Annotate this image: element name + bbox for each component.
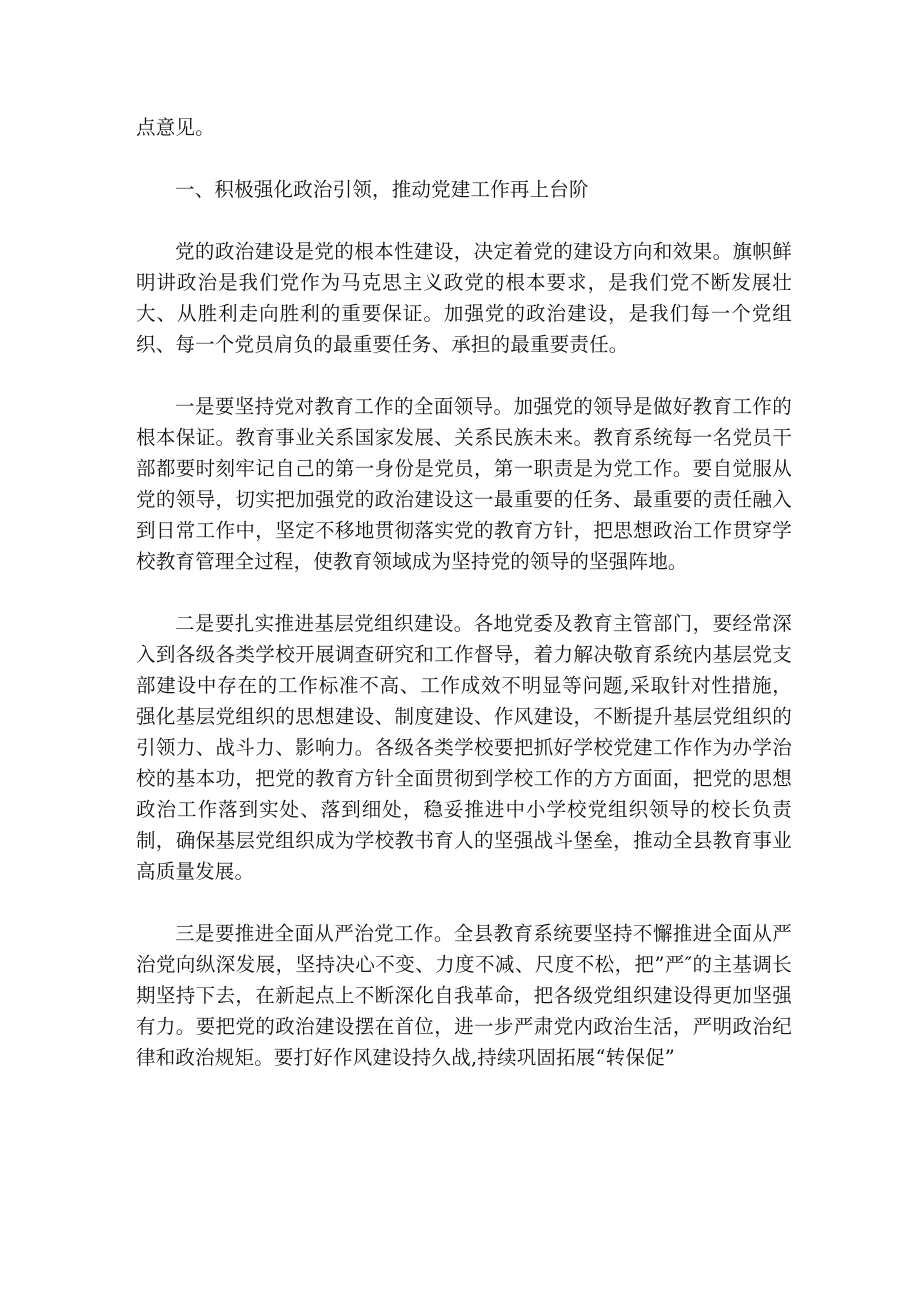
paragraph-point-one: 一是要坚持党对教育工作的全面领导。加强党的领导是做好教育工作的根本保证。教育事业关系国家发展、关系民族未来。教育系统每一名党员干部都要时刻牢记自己的第一身份是党员，第一职责是为党工作。要自觉服从党的领导，切实把加强党的政治建设这一最重要的任务、最重要的责任融入到日常工作中，坚定不移地贯彻落实党的教育方针，把思想政治工作贯穿学校教育管理全过程，使教育领域成为坚持党的领导的坚强阵地。 xyxy=(136,395,792,573)
paragraph-point-two: 二是要扎实推进基层党组织建设。各地党委及教育主管部门，要经常深入到各级各类学校开展调查研究和工作督导，着力解决敬育系统内基层党支部建设中存在的工作标准不高、工作成效不明显等问题,采取针对性措施，强化基层党组织的思想建设、制度建设、作风建设，不断提升基层党组织的引领力、战斗力、影响力。各级各类学校要把抓好学校党建工作作为办学治校的基本功，把党的教育方针全面贯彻到学校工作的方方面面，把党的思想政治工作落到实处、落到细处，稳妥推进中小学校党组织领导的校长负责制，确保基层党组织成为学校教书育人的坚强战斗堡垒，推动全县教育事业高质量发展。 xyxy=(136,612,792,883)
paragraph-point-three: 三是要推进全面从严治党工作。全县教育系统要坚持不懈推进全面从严治党向纵深发展，坚持决心不变、力度不减、尺度不松，把”严″的主基调长期坚持下去，在新起点上不断深化自我革命，把各级党组织建设得更加坚强有力。要把党的政治建设摆在首位，进一步严肃党内政治生活，严明政治纪律和政治规矩。要打好作风建设持久战,持续巩固拓展“转保促” xyxy=(136,922,792,1069)
section-heading: 一、积极强化政治引领，推动党建工作再上台阶 xyxy=(175,178,589,201)
paragraph-political-building: 党的政治建设是党的根本性建设，决定着党的建设方向和效果。旗帜鲜明讲政治是我们党作为马克思主义政党的根本要求，是我们党不断发展壮大、从胜利走向胜利的重要保证。加强党的政治建设，是我们每一个党组织、每一个党员肩负的最重要任务、承担的最重要责任。 xyxy=(136,240,792,356)
paragraph-continuation: 点意见。 xyxy=(136,116,215,139)
